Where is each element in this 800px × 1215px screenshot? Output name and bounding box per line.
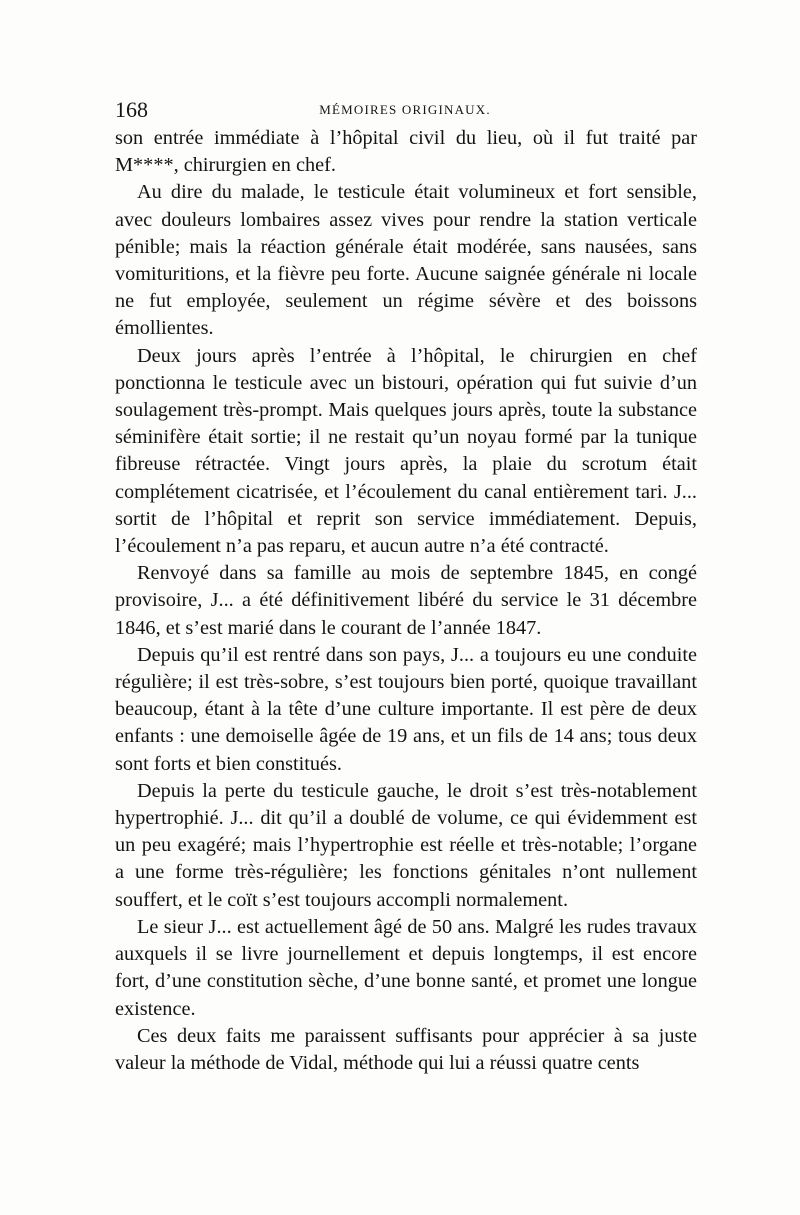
paragraph-etat-actuel: Le sieur J... est actuellement âgé de 50 ans. Malgré les rudes travaux auxquels il se livre journellement et depuis longtemps, il est encore fort, d’une constitution sèche, d’une bonne santé, et promet une longue existence. — [115, 915, 697, 1020]
page-header — [115, 96, 695, 124]
running-title: MÉMOIRES ORIGINAUX. — [319, 102, 491, 117]
body-text — [115, 125, 697, 1077]
page-number: 168 — [115, 97, 148, 122]
paragraph-conduite: Depuis qu’il est rentré dans son pays, J... a toujours eu une conduite régulière; il est très-sobre, s’est toujours bien porté, quoique travaillant beaucoup, étant à la tête d’une culture importante. Il est père de deux enfants : une demoiselle âgée de 19 ans, et un fils de 14 ans; tous deux sont forts et bien constitués. — [115, 643, 697, 775]
paragraph-renvoi: Renvoyé dans sa famille au mois de septembre 1845, en congé provisoire, J... a été définitivement libéré du service le 31 décembre 1846, et s’est marié dans le courant de l’année 1847. — [115, 562, 697, 639]
paragraph-continuation: son entrée immédiate à l’hôpital civil du lieu, où il fut traité par M****, chirurgien en chef. — [115, 127, 697, 177]
paragraph-malade: Au dire du malade, le testicule était volumineux et fort sensible, avec douleurs lombaires assez vives pour rendre la station verticale pénible; mais la réaction générale était modérée, sans nausées, sans vomituritions, et la fièvre peu forte. Aucune saignée générale ni locale ne fut employée, seulement un régime sévère et des boissons émollientes. — [115, 181, 697, 340]
paragraph-hypertrophie: Depuis la perte du testicule gauche, le droit s’est très-notablement hypertrophié. J... dit qu’il a doublé de volume, ce qui évidemment est un peu exagéré; mais l’hypertrophie est réelle et très-notable; l’organe a une forme très-régulière; les fonctions génitales n’ont nullement souffert, et le coït s’est toujours accompli normalement. — [115, 779, 697, 911]
paragraph-ponction: Deux jours après l’entrée à l’hôpital, le chirurgien en chef ponctionna le testicule avec un bistouri, opération qui fut suivie d’un soulagement très-prompt. Mais quelques jours après, toute la substance séminifère était sortie; il ne restait qu’un noyau formé par la tunique fibreuse rétractée. Vingt jours après, la plaie du scrotum était complétement cicatrisée, et l’écoulement du canal entièrement tari. J... sortit de l’hôpital et reprit son service immédiatement. Depuis, l’écoulement n’a pas reparu, et aucun autre n’a été contracté. — [115, 344, 697, 558]
paragraph-conclusion: Ces deux faits me paraissent suffisants pour apprécier à sa juste valeur la méthode de Vidal, méthode qui lui a réussi quatre cents — [115, 1024, 697, 1074]
